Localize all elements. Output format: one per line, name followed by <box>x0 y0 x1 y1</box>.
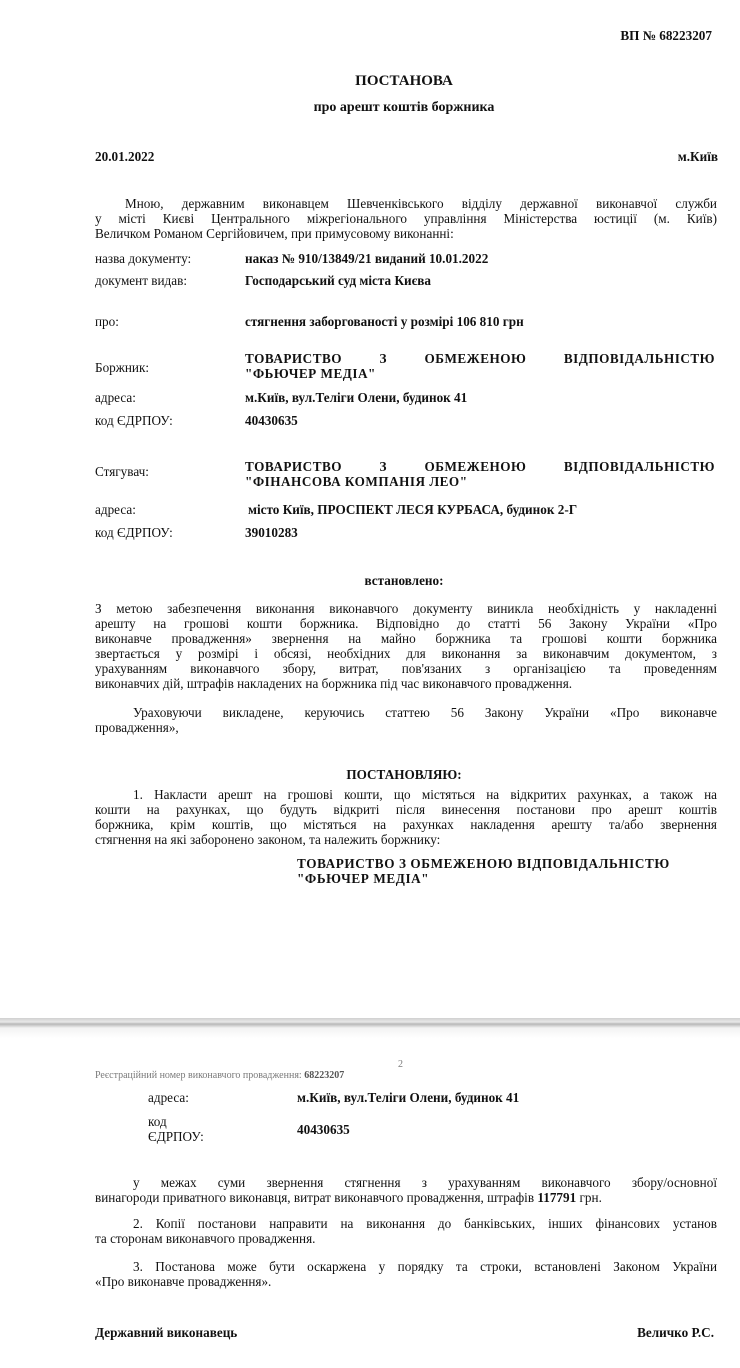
about-label: про: <box>95 314 119 329</box>
vp-number: ВП № 68223207 <box>620 28 712 43</box>
creditor-label: Стягувач: <box>95 464 149 479</box>
debtor-name-line-2: "ФЬЮЧЕР МЕДІА" <box>245 366 376 381</box>
item-3-line: «Про виконавче провадження». <box>95 1274 272 1289</box>
resolve-line: боржника, крім коштів, що містяться на рахунках накладення арешту та/або звернення <box>95 817 717 832</box>
established-line: З метою забезпечення виконання виконавчого документу виникла необхідність у накладенні <box>95 601 717 616</box>
creditor-address-label: адреса: <box>95 502 136 517</box>
page-separator <box>0 1008 740 1038</box>
about-value: стягнення заборгованості у розмірі 106 810 грн <box>245 314 524 329</box>
item-2 <box>95 1216 717 1246</box>
debtor-code-label: код ЄДРПОУ: <box>95 413 173 428</box>
creditor-code-value: 39010283 <box>245 525 298 540</box>
document-subtitle: про арешт коштів боржника <box>313 100 495 115</box>
signer-name: Величко Р.С. <box>637 1325 714 1340</box>
intro-line-1: Мною, державним виконавцем Шевченківського відділу державної виконавчої служби <box>125 196 717 211</box>
document-city: м.Київ <box>677 149 718 164</box>
established-line: арешту на грошові кошти боржника. Відповідно до статті 56 Закону України «Про <box>95 616 717 631</box>
considering-line: провадження», <box>95 720 179 735</box>
limits-line-1: у межах суми звернення стягнення з урахуванням виконавчого збору/основної <box>133 1175 717 1190</box>
considering-line: Ураховуючи викладене, керуючись статтею 56 Закону України «Про виконавче <box>133 705 717 720</box>
issued-by-label: документ видав: <box>95 273 187 288</box>
limits-paragraph <box>95 1175 717 1205</box>
creditor-address-value: місто Київ, ПРОСПЕКТ ЛЕСЯ КУРБАСА, будинок 2-Г <box>248 502 578 517</box>
document-title: ПОСТАНОВА <box>355 73 453 89</box>
debtor-code-value: 40430635 <box>245 413 298 428</box>
limits-text: винагороди приватного виконавця, витрат виконавчого провадження, штрафів <box>95 1190 535 1205</box>
creditor-name-line-1: ТОВАРИСТВО З ОБМЕЖЕНОЮ ВІДПОВІДАЛЬНІСТЮ <box>245 459 715 474</box>
intro-line-2: у місті Києві Центрального міжрегіонального управління Міністерства юстиції (м. Київ) <box>95 211 717 226</box>
debtor-label: Боржник: <box>95 360 150 375</box>
registration-label: Реєстраційний номер виконавчого провадження: <box>95 1070 302 1081</box>
resolve-heading: ПОСТАНОВЛЯЮ: <box>346 767 462 782</box>
registration-line <box>95 1068 344 1083</box>
item-3-line: 3. Постанова може бути оскаржена у порядку та строки, встановлені Законом України <box>133 1259 717 1274</box>
resolve-line: кошти на рахунках, що будуть відкриті після винесення постанови про арешт коштів <box>95 802 717 817</box>
page2-address-label: адреса: <box>148 1090 189 1105</box>
page2-address-value: м.Київ, вул.Теліги Олени, будинок 41 <box>297 1090 520 1105</box>
page-number: 2 <box>398 1059 403 1070</box>
resolve-debtor-line-1: ТОВАРИСТВО З ОБМЕЖЕНОЮ ВІДПОВІДАЛЬНІСТЮ <box>297 856 670 871</box>
creditor-name-line-2: "ФІНАНСОВА КОМПАНІЯ ЛЕО" <box>245 474 468 489</box>
intro-line-3: Величком Романом Сергійовичем, при примусовому виконанні: <box>95 226 454 241</box>
doc-name-value: наказ № 910/13849/21 виданий 10.01.2022 <box>245 251 489 266</box>
limits-currency: грн. <box>579 1190 602 1205</box>
item-3 <box>95 1259 717 1289</box>
document-date: 20.01.2022 <box>95 149 155 164</box>
creditor-code-label: код ЄДРПОУ: <box>95 525 173 540</box>
established-heading: встановлено: <box>364 573 444 588</box>
doc-name-label: назва документу: <box>95 251 192 266</box>
debtor-address-label: адреса: <box>95 390 136 405</box>
established-line: виконавче провадження» звернення на майно боржника та грошові кошти боржника <box>95 631 717 646</box>
established-line: звертається у розмірі і обсязі, необхідних для виконання за виконавчим документом, з <box>95 646 717 661</box>
considering-paragraph <box>95 705 717 735</box>
limits-line-2 <box>95 1190 717 1205</box>
registration-value: 68223207 <box>304 1070 345 1081</box>
page2-code-label-1: код <box>148 1114 167 1129</box>
debtor-name-line-1: ТОВАРИСТВО З ОБМЕЖЕНОЮ ВІДПОВІДАЛЬНІСТЮ <box>245 351 715 366</box>
established-paragraph <box>95 601 717 691</box>
resolve-line: стягнення на які заборонено законом, та належить боржнику: <box>95 832 441 847</box>
resolve-item-1 <box>95 787 717 847</box>
issued-by-value: Господарський суд міста Києва <box>245 273 432 288</box>
resolve-debtor-line-2: "ФЬЮЧЕР МЕДІА" <box>297 871 430 886</box>
established-line: урахуванням виконавчого збору, витрат, пов'язаних з організацією та проведенням <box>95 661 717 676</box>
page2-code-value: 40430635 <box>297 1122 350 1137</box>
item-2-line: 2. Копії постанови направити на виконання до банківських, інших фінансових установ <box>133 1216 717 1231</box>
debtor-address-value: м.Київ, вул.Теліги Олени, будинок 41 <box>245 390 468 405</box>
page2-code-label-2: ЄДРПОУ: <box>148 1129 204 1144</box>
signer-title: Державний виконавець <box>95 1325 238 1340</box>
limits-amount: 117791 <box>537 1190 577 1205</box>
resolve-line: 1. Накласти арешт на грошові кошти, що містяться на відкритих рахунках, а також на <box>133 787 717 802</box>
item-2-line: та сторонам виконавчого провадження. <box>95 1231 316 1246</box>
established-line: виконавчих дій, штрафів накладених на боржника під час виконавчого провадження. <box>95 676 573 691</box>
